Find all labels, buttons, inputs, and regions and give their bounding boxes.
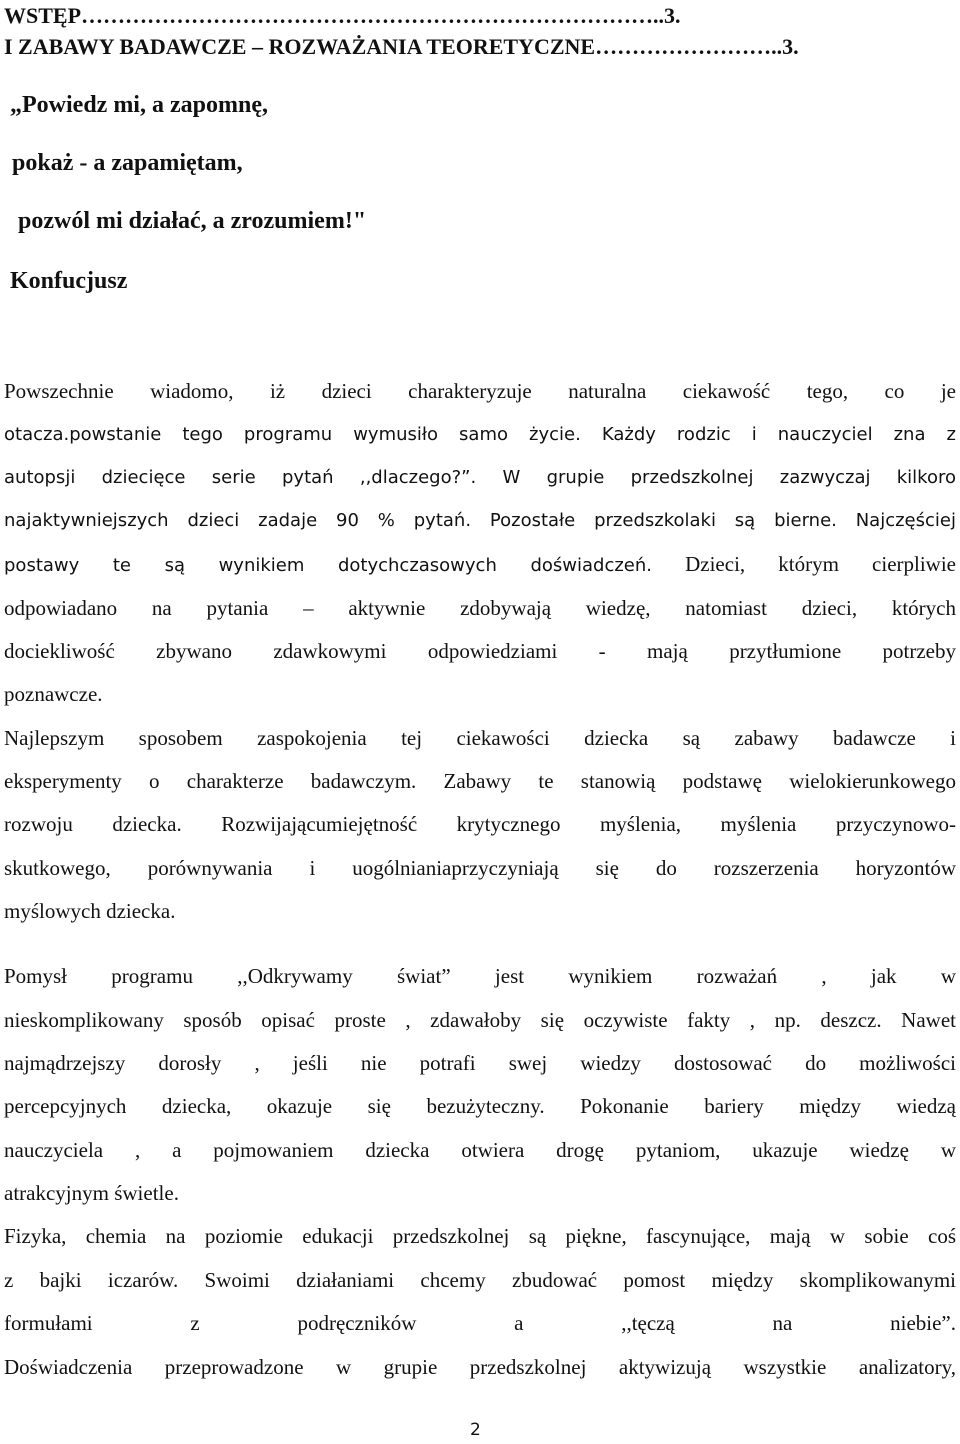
- body-line-12: skutkowego, porównywania i uogólnianiaprzyczyniają się do rozszerzenia horyzontów: [4, 856, 956, 880]
- quote-author: Konfucjusz: [10, 268, 128, 294]
- body-line-5b: Dzieci, którym cierpliwie: [652, 552, 957, 576]
- body-line-3: autopsji dziecięce serie pytań ,,dlaczego?”. W grupie przedszkolnej zazwyczaj kilkoro: [4, 467, 956, 488]
- body-line-10: eksperymenty o charakterze badawczym. Zabawy te stanowią podstawę wielokierunkowego: [4, 769, 956, 793]
- body-line-9: Najlepszym sposobem zaspokojenia tej ciekawości dziecka są zabawy badawcze i: [4, 726, 956, 750]
- quote-line-2: pokaż - a zapamiętam,: [12, 150, 243, 176]
- quote-line-3: pozwól mi działać, a zrozumiem!": [18, 208, 367, 234]
- body-line-7: dociekliwość zbywano zdawkowymi odpowiedziami - mają przytłumione potrzeby: [4, 639, 956, 663]
- body-line-5: [4, 551, 956, 579]
- body-line-14: Pomysł programu ,,Odkrywamy świat” jest wynikiem rozważań , jak w: [4, 964, 956, 988]
- body-line-21: z bajki iczarów. Swoimi działaniami chcemy zbudować pomost między skomplikowanymi: [4, 1268, 956, 1292]
- body-line-5a: postawy te są wynikiem dotychczasowych doświadczeń.: [4, 555, 652, 576]
- quote-line-1: „Powiedz mi, a zapomnę,: [10, 92, 268, 118]
- page-number: 2: [470, 1420, 481, 1440]
- body-line-23: Doświadczenia przeprowadzone w grupie przedszkolnej aktywizują wszystkie analizatory,: [4, 1355, 956, 1379]
- body-line-6: odpowiadano na pytania – aktywnie zdobywają wiedzę, natomiast dzieci, których: [4, 596, 956, 620]
- body-line-11: rozwoju dziecka. Rozwijającumiejętność krytycznego myślenia, myślenia przyczynowo-: [4, 812, 956, 836]
- body-line-2b: Każdy rodzic i nauczyciel zna z: [580, 424, 956, 445]
- body-line-18: nauczyciela , a pojmowaniem dziecka otwiera drogę pytaniom, ukazuje wiedzę w: [4, 1138, 956, 1162]
- toc-entry-chapter-1: I ZABAWY BADAWCZE – ROZWAŻANIA TEORETYCZNE……………………..3.: [4, 34, 799, 59]
- body-line-16: najmądrzejszy dorosły , jeśli nie potrafi swej wiedzy dostosować do możliwości: [4, 1051, 956, 1075]
- body-line-15: nieskomplikowany sposób opisać proste , zdawałoby się oczywiste fakty , np. deszcz. Nawet: [4, 1008, 956, 1032]
- body-line-13: myślowych dziecka.: [4, 899, 176, 923]
- body-line-20: Fizyka, chemia na poziomie edukacji przedszkolnej są piękne, fascynujące, mają w sobie coś: [4, 1224, 956, 1248]
- toc-entry-intro: WSTĘP……………………………………………………………………..3.: [4, 3, 681, 28]
- body-line-19: atrakcyjnym świetle.: [4, 1181, 179, 1205]
- body-line-8: poznawcze.: [4, 682, 103, 706]
- body-line-2: [4, 421, 956, 448]
- body-line-4: najaktywniejszych dzieci zadaje 90 % pytań. Pozostałe przedszkolaki są bierne. Najczęściej: [4, 510, 956, 531]
- body-line-1: Powszechnie wiadomo, iż dzieci charakteryzuje naturalna ciekawość tego, co je: [4, 379, 956, 403]
- body-line-2a: otacza.powstanie tego programu wymusiło samo życie.: [4, 424, 581, 445]
- body-line-17: percepcyjnych dziecka, okazuje się bezużyteczny. Pokonanie bariery między wiedzą: [4, 1094, 956, 1118]
- body-line-22: formułami z podręczników a ,,tęczą na niebie”.: [4, 1311, 956, 1335]
